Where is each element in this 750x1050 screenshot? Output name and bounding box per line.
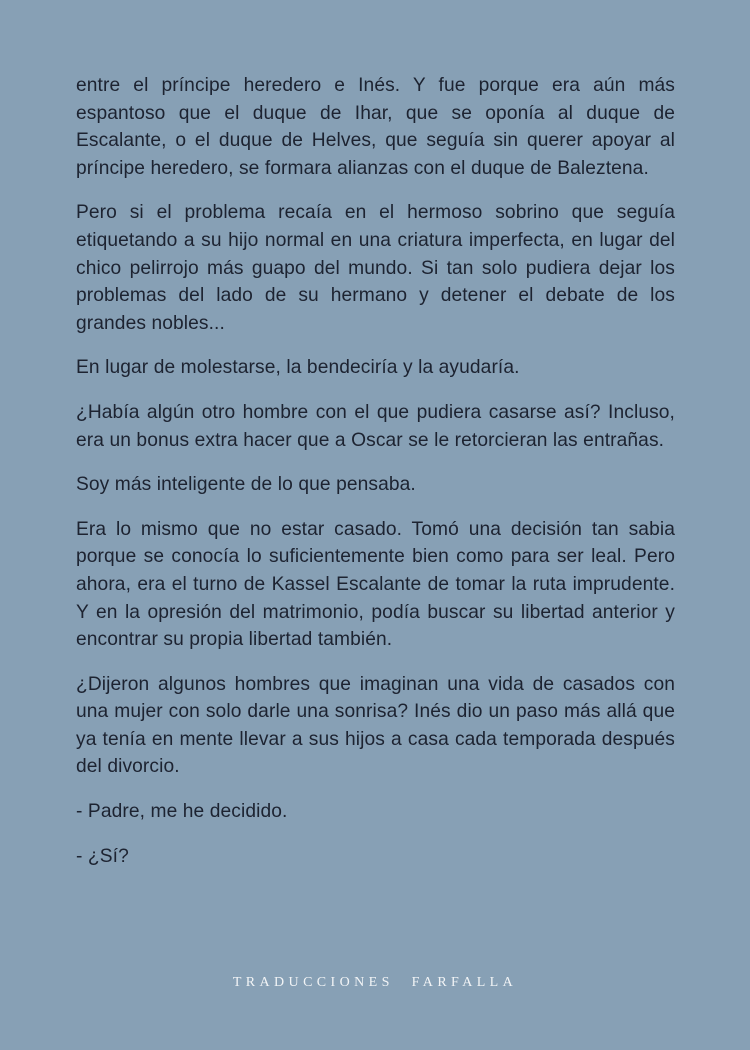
paragraph: Soy más inteligente de lo que pensaba. xyxy=(76,474,416,496)
paragraph: Era lo mismo que no estar casado. Tomó una decisión tan sabia porque se conocía lo suficientemente bien como para ser leal. Pero ahora, era el turno de Kassel Escalante de tomar la ruta imprudente. Y en la opresión del matrimonio, podía buscar su libertad anterior y encontrar su propia libertad también. xyxy=(76,518,675,651)
dialogue-line: - ¿Sí? xyxy=(76,845,129,867)
paragraph: En lugar de molestarse, la bendeciría y la ayudaría. xyxy=(76,357,520,379)
paragraph: ¿Dijeron algunos hombres que imaginan una vida de casados con una mujer con solo darle una sonrisa? Inés dio un paso más allá que ya tenía en mente llevar a sus hijos a casa cada temporada después del divorcio. xyxy=(76,673,675,778)
page-body xyxy=(76,72,675,887)
paragraph: entre el príncipe heredero e Inés. Y fue porque era aún más espantoso que el duque de Ihar, que se oponía al duque de Escalante, o el duque de Helves, que seguía sin querer apoyar al príncipe heredero, se formara alianzas con el duque de Baleztena. xyxy=(76,75,675,179)
footer-watermark: TRADUCCIONES FARFALLA xyxy=(232,975,518,990)
dialogue-line: - Padre, me he decidido. xyxy=(76,801,288,823)
paragraph: ¿Había algún otro hombre con el que pudiera casarse así? Incluso, era un bonus extra hacer que a Oscar se le retorcieran las entrañas. xyxy=(76,401,675,451)
paragraph: Pero si el problema recaía en el hermoso sobrino que seguía etiquetando a su hijo normal en una criatura imperfecta, en lugar del chico pelirrojo más guapo del mundo. Si tan solo pudiera dejar los problemas del lado de su hermano y detener el debate de los grandes nobles... xyxy=(76,202,675,334)
